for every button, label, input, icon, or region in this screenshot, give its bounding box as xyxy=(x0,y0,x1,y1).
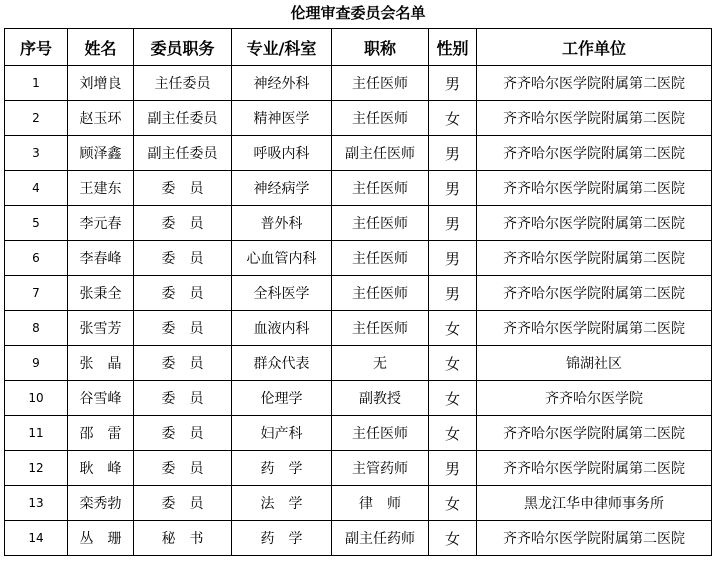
cell-committee-role: 委 员 xyxy=(134,451,232,486)
cell-workplace: 锦湖社区 xyxy=(477,346,712,381)
table-row xyxy=(5,486,712,521)
cell-gender: 男 xyxy=(429,451,477,486)
cell-gender: 男 xyxy=(429,206,477,241)
cell-title: 副教授 xyxy=(332,381,429,416)
cell-index: 14 xyxy=(5,521,68,556)
cell-workplace: 齐齐哈尔医学院附属第二医院 xyxy=(477,311,712,346)
header-name: 姓名 xyxy=(68,29,134,66)
cell-index: 8 xyxy=(5,311,68,346)
cell-index: 2 xyxy=(5,101,68,136)
table-row xyxy=(5,136,712,171)
cell-department: 心血管内科 xyxy=(232,241,332,276)
cell-gender: 男 xyxy=(429,66,477,101)
cell-department: 药 学 xyxy=(232,521,332,556)
cell-name: 栾秀勃 xyxy=(68,486,134,521)
cell-workplace: 黑龙江华申律师事务所 xyxy=(477,486,712,521)
cell-workplace: 齐齐哈尔医学院附属第二医院 xyxy=(477,171,712,206)
cell-committee-role: 委 员 xyxy=(134,171,232,206)
cell-title: 主任医师 xyxy=(332,171,429,206)
table-row xyxy=(5,241,712,276)
cell-index: 4 xyxy=(5,171,68,206)
header-department: 专业/科室 xyxy=(232,29,332,66)
cell-gender: 女 xyxy=(429,346,477,381)
table-row xyxy=(5,276,712,311)
cell-index: 7 xyxy=(5,276,68,311)
cell-gender: 女 xyxy=(429,101,477,136)
table-row xyxy=(5,521,712,556)
cell-index: 10 xyxy=(5,381,68,416)
cell-index: 6 xyxy=(5,241,68,276)
header-index: 序号 xyxy=(5,29,68,66)
table-row xyxy=(5,346,712,381)
cell-gender: 女 xyxy=(429,381,477,416)
header-title: 职称 xyxy=(332,29,429,66)
table-row xyxy=(5,381,712,416)
cell-workplace: 齐齐哈尔医学院附属第二医院 xyxy=(477,66,712,101)
cell-name: 张秉全 xyxy=(68,276,134,311)
cell-index: 1 xyxy=(5,66,68,101)
cell-committee-role: 副主任委员 xyxy=(134,136,232,171)
cell-title: 副主任药师 xyxy=(332,521,429,556)
cell-department: 药 学 xyxy=(232,451,332,486)
table-body xyxy=(5,66,712,556)
header-committee-role: 委员职务 xyxy=(134,29,232,66)
cell-name: 谷雪峰 xyxy=(68,381,134,416)
cell-workplace: 齐齐哈尔医学院附属第二医院 xyxy=(477,416,712,451)
cell-index: 12 xyxy=(5,451,68,486)
cell-department: 伦理学 xyxy=(232,381,332,416)
cell-workplace: 齐齐哈尔医学院附属第二医院 xyxy=(477,521,712,556)
table-row xyxy=(5,101,712,136)
cell-workplace: 齐齐哈尔医学院附属第二医院 xyxy=(477,241,712,276)
cell-name: 王建东 xyxy=(68,171,134,206)
cell-name: 李春峰 xyxy=(68,241,134,276)
cell-gender: 女 xyxy=(429,486,477,521)
cell-gender: 男 xyxy=(429,241,477,276)
cell-workplace: 齐齐哈尔医学院附属第二医院 xyxy=(477,451,712,486)
cell-department: 法 学 xyxy=(232,486,332,521)
cell-name: 丛 珊 xyxy=(68,521,134,556)
cell-name: 刘增良 xyxy=(68,66,134,101)
cell-workplace: 齐齐哈尔医学院 xyxy=(477,381,712,416)
cell-index: 11 xyxy=(5,416,68,451)
cell-committee-role: 委 员 xyxy=(134,276,232,311)
cell-gender: 男 xyxy=(429,276,477,311)
cell-department: 神经外科 xyxy=(232,66,332,101)
cell-department: 全科医学 xyxy=(232,276,332,311)
cell-title: 副主任医师 xyxy=(332,136,429,171)
cell-committee-role: 副主任委员 xyxy=(134,101,232,136)
cell-title: 主任医师 xyxy=(332,241,429,276)
cell-gender: 女 xyxy=(429,311,477,346)
cell-title: 主任医师 xyxy=(332,276,429,311)
table-row xyxy=(5,206,712,241)
cell-index: 5 xyxy=(5,206,68,241)
cell-workplace: 齐齐哈尔医学院附属第二医院 xyxy=(477,136,712,171)
header-gender: 性别 xyxy=(429,29,477,66)
cell-department: 神经病学 xyxy=(232,171,332,206)
cell-committee-role: 委 员 xyxy=(134,241,232,276)
table-header xyxy=(5,29,712,66)
table-title: 伦理审查委员会名单 xyxy=(290,4,426,22)
cell-name: 李元春 xyxy=(68,206,134,241)
cell-index: 13 xyxy=(5,486,68,521)
member-table xyxy=(4,28,712,556)
cell-committee-role: 主任委员 xyxy=(134,66,232,101)
cell-title: 主任医师 xyxy=(332,206,429,241)
cell-name: 顾泽鑫 xyxy=(68,136,134,171)
cell-workplace: 齐齐哈尔医学院附属第二医院 xyxy=(477,206,712,241)
cell-department: 妇产科 xyxy=(232,416,332,451)
cell-index: 3 xyxy=(5,136,68,171)
cell-title: 主任医师 xyxy=(332,311,429,346)
cell-title: 主任医师 xyxy=(332,416,429,451)
cell-title: 主管药师 xyxy=(332,451,429,486)
cell-name: 赵玉环 xyxy=(68,101,134,136)
cell-index: 9 xyxy=(5,346,68,381)
table-row xyxy=(5,311,712,346)
cell-name: 张 晶 xyxy=(68,346,134,381)
cell-department: 群众代表 xyxy=(232,346,332,381)
cell-committee-role: 委 员 xyxy=(134,486,232,521)
table-row xyxy=(5,451,712,486)
cell-name: 耿 峰 xyxy=(68,451,134,486)
cell-gender: 女 xyxy=(429,521,477,556)
cell-name: 张雪芳 xyxy=(68,311,134,346)
cell-workplace: 齐齐哈尔医学院附属第二医院 xyxy=(477,101,712,136)
cell-title: 主任医师 xyxy=(332,101,429,136)
cell-committee-role: 委 员 xyxy=(134,346,232,381)
cell-title: 无 xyxy=(332,346,429,381)
header-row xyxy=(5,29,712,66)
cell-title: 主任医师 xyxy=(332,66,429,101)
cell-department: 精神医学 xyxy=(232,101,332,136)
table-row xyxy=(5,171,712,206)
cell-gender: 男 xyxy=(429,136,477,171)
cell-gender: 男 xyxy=(429,171,477,206)
cell-committee-role: 委 员 xyxy=(134,381,232,416)
cell-title: 律 师 xyxy=(332,486,429,521)
cell-name: 邵 雷 xyxy=(68,416,134,451)
cell-gender: 女 xyxy=(429,416,477,451)
cell-committee-role: 委 员 xyxy=(134,311,232,346)
cell-department: 血液内科 xyxy=(232,311,332,346)
cell-department: 普外科 xyxy=(232,206,332,241)
table-row xyxy=(5,416,712,451)
header-workplace: 工作单位 xyxy=(477,29,712,66)
cell-workplace: 齐齐哈尔医学院附属第二医院 xyxy=(477,276,712,311)
cell-department: 呼吸内科 xyxy=(232,136,332,171)
cell-committee-role: 秘 书 xyxy=(134,521,232,556)
cell-committee-role: 委 员 xyxy=(134,206,232,241)
table-row xyxy=(5,66,712,101)
cell-committee-role: 委 员 xyxy=(134,416,232,451)
